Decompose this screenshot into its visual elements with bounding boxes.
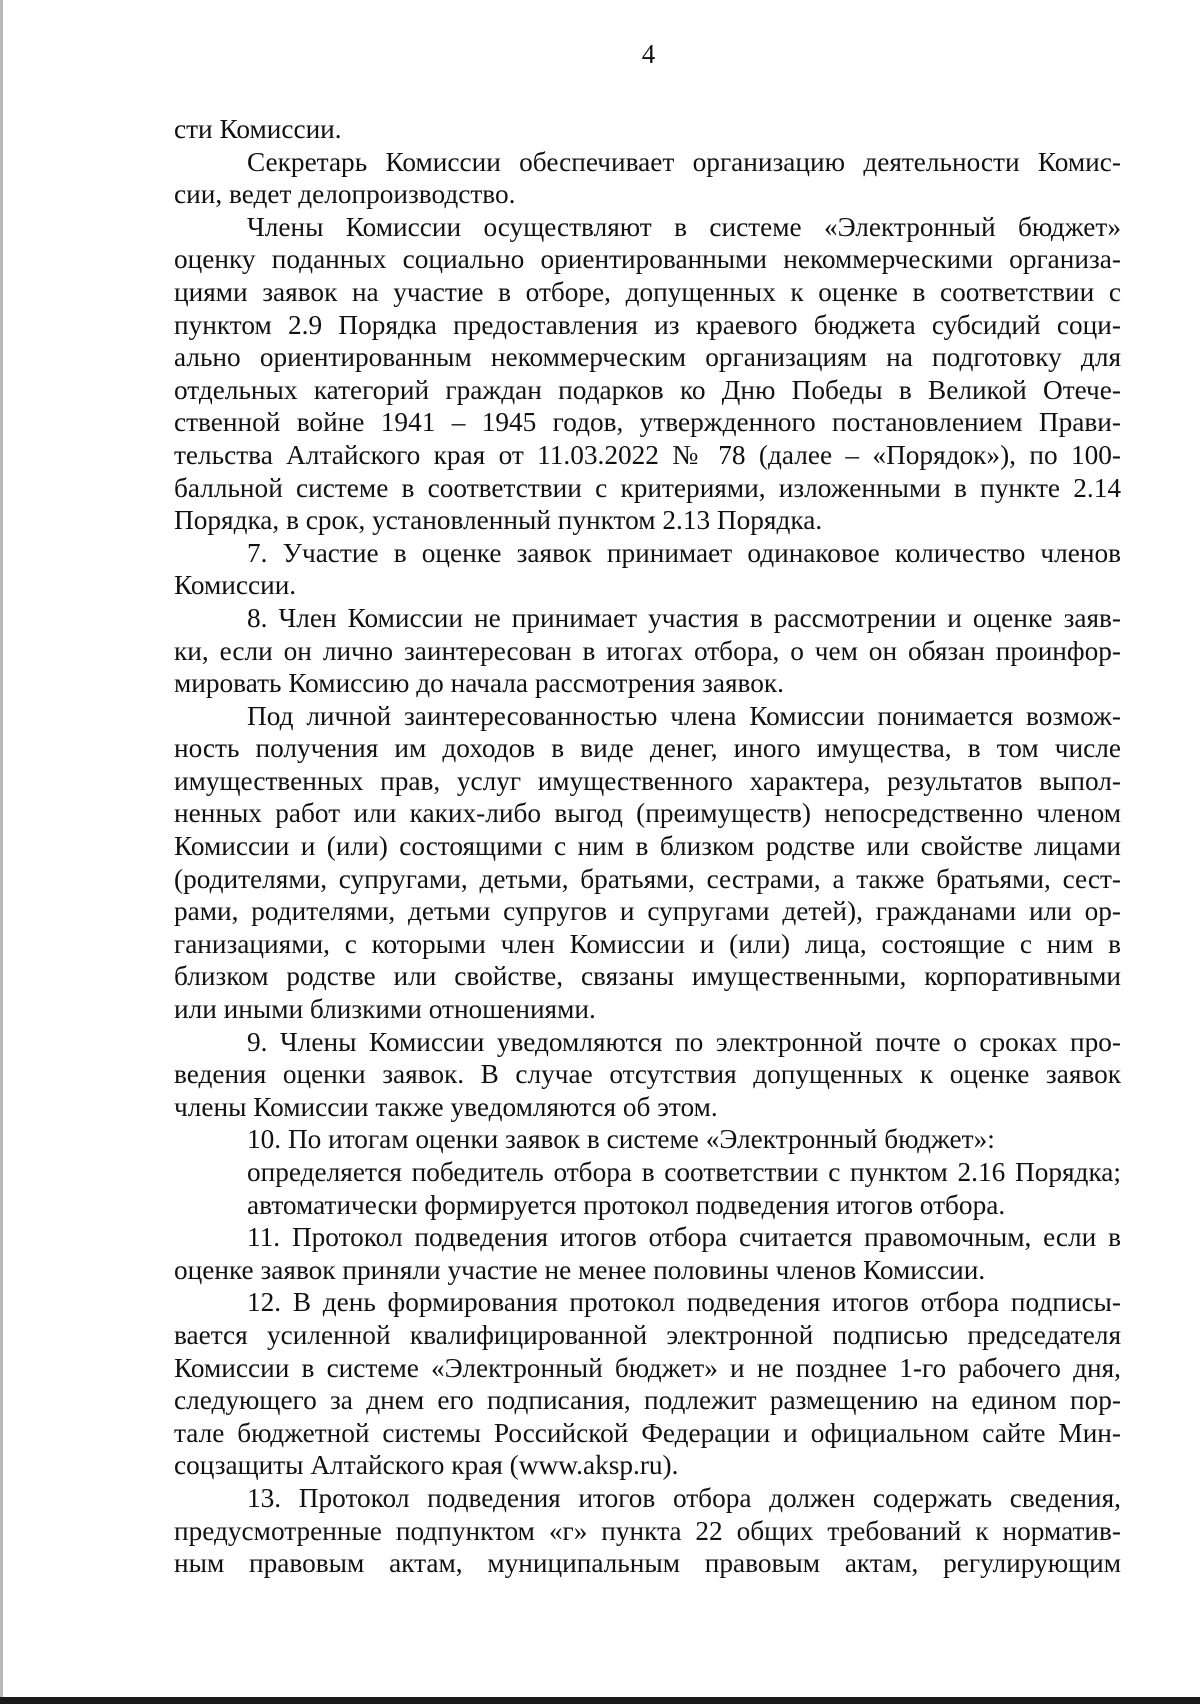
scan-bottom-edge <box>0 1697 1200 1704</box>
text-line: 12. В день формирования протокол подведения итогов отбора подписы- <box>247 1287 1121 1318</box>
text-line: Порядка, в срок, установленный пунктом 2.13 Порядка. <box>174 505 823 536</box>
text-line: члены Комиссии также уведомляются об этом. <box>174 1091 718 1122</box>
text-line: циями заявок на участие в отборе, допущенных к оценке в соответствии с <box>174 276 1121 307</box>
text-line: 9. Члены Комиссии уведомляются по электронной почте о сроках про- <box>247 1026 1121 1057</box>
text-line: ведения оценки заявок. В случае отсутствия допущенных к оценке заявок <box>174 1059 1121 1090</box>
text-line: 10. По итогам оценки заявок в системе «Электронный бюджет»: <box>247 1124 995 1155</box>
text-line: определяется победитель отбора в соответствии с пунктом 2.16 Порядка; <box>247 1157 1121 1187</box>
text-line: ным правовым актам, муниципальным правовым актам, регулирующим <box>174 1548 1121 1579</box>
text-line: оценку поданных социально ориентированными некоммерческими организа- <box>174 244 1121 275</box>
text-line: Комиссии и (или) состоящими с ним в близком родстве или свойстве лицами <box>174 831 1121 862</box>
text-line: отдельных категорий граждан подарков ко Дню Победы в Великой Отече- <box>174 374 1121 405</box>
document-body <box>174 113 1121 1580</box>
page-number: 4 <box>641 39 656 69</box>
text-line: мировать Комиссию до начала рассмотрения заявок. <box>174 668 784 699</box>
text-line: тельства Алтайского края от 11.03.2022 № 78 (далее – «Порядок»), по 100- <box>174 439 1121 470</box>
text-line: 7. Участие в оценке заявок принимает одинаковое количество членов <box>247 537 1121 568</box>
text-line: рами, родителями, детьми супругов и супругами детей), гражданами или ор- <box>174 896 1121 927</box>
text-line: сии, ведет делопроизводство. <box>174 179 516 210</box>
text-line: автоматически формируется протокол подведения итогов отбора. <box>247 1189 1006 1220</box>
text-line: Члены Комиссии осуществляют в системе «Электронный бюджет» <box>247 211 1121 242</box>
text-line: пунктом 2.9 Порядка предоставления из краевого бюджета субсидий соци- <box>174 309 1121 340</box>
text-line: близком родстве или свойстве, связаны имущественными, корпоративными <box>174 961 1121 992</box>
text-line: ально ориентированным некоммерческим организациям на подготовку для <box>174 342 1121 373</box>
scan-left-edge <box>0 0 3 1704</box>
text-line: или иными близкими отношениями. <box>174 994 596 1025</box>
text-line: 8. Член Комиссии не принимает участия в рассмотрении и оценке заяв- <box>247 602 1121 633</box>
text-line: Под личной заинтересованностью члена Комиссии понимается возмож- <box>247 700 1121 731</box>
text-line: 13. Протокол подведения итогов отбора должен содержать сведения, <box>247 1482 1121 1513</box>
text-line: Комиссии. <box>174 570 297 601</box>
text-line: вается усиленной квалифицированной электронной подписью председателя <box>174 1319 1121 1350</box>
text-line: Секретарь Комиссии обеспечивает организацию деятельности Комис- <box>247 146 1121 177</box>
text-line: ки, если он лично заинтересован в итогах отбора, о чем он обязан проинфор- <box>174 635 1121 666</box>
text-line: Комиссии в системе «Электронный бюджет» и не позднее 1-го рабочего дня, <box>174 1352 1121 1383</box>
text-line: соцзащиты Алтайского края (www.aksp.ru). <box>174 1450 679 1481</box>
text-line: предусмотренные подпунктом «г» пункта 22 общих требований к норматив- <box>174 1515 1121 1546</box>
text-line: балльной системе в соответствии с критериями, изложенными в пункте 2.14 <box>174 472 1121 503</box>
text-line: ненных работ или каких-либо выгод (преимуществ) непосредственно членом <box>174 798 1121 829</box>
text-line: ганизациями, с которыми член Комиссии и (или) лица, состоящие с ним в <box>174 928 1121 959</box>
text-line: сти Комиссии. <box>174 114 342 144</box>
text-line: следующего за днем его подписания, подлежит размещению на едином пор- <box>174 1385 1121 1416</box>
text-line: (родителями, супругами, детьми, братьями, сестрами, а также братьями, сест- <box>174 863 1121 894</box>
text-line: ственной войне 1941 – 1945 годов, утвержденного постановлением Прави- <box>174 407 1121 438</box>
text-line: ность получения им доходов в виде денег, иного имущества, в том числе <box>174 733 1121 764</box>
text-line: имущественных прав, услуг имущественного характера, результатов выпол- <box>174 765 1121 796</box>
text-line: тале бюджетной системы Российской Федерации и официальном сайте Мин- <box>174 1417 1121 1448</box>
text-line: оценке заявок приняли участие не менее половины членов Комиссии. <box>174 1254 986 1285</box>
text-line: 11. Протокол подведения итогов отбора считается правомочным, если в <box>247 1222 1121 1253</box>
